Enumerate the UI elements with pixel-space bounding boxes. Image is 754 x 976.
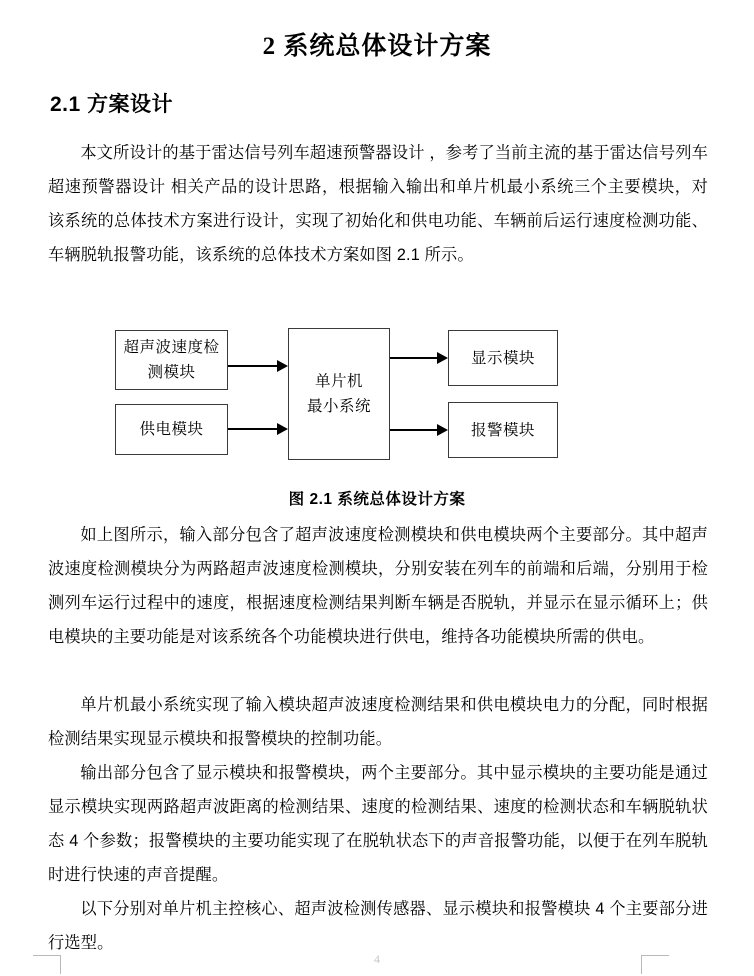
paragraph-output-description: 输出部分包含了显示模块和报警模块，两个主要部分。其中显示模块的主要功能是通过显示模块实现两路超声波距离的检测结果、速度的检测结果、速度的检测状态和车辆脱轨状态 4 个参数；报警模块的主要功能实现了在脱轨状态下的声音报警功能，以便于在列车脱轨时进行快速的声音提醒。 — [48, 764, 708, 884]
diagram-box-mcu-line2: 最小系统 — [306, 398, 371, 415]
figure-caption: 图 2.1 系统总体设计方案 — [288, 491, 466, 508]
arrow-head-icon — [437, 424, 448, 436]
diagram-box-display-module: 显示模块 — [448, 330, 558, 386]
arrow-mcu-to-alarm — [390, 424, 448, 436]
arrow-shaft — [228, 365, 278, 367]
arrow-shaft — [390, 357, 438, 359]
arrow-mcu-to-display — [390, 352, 448, 364]
paragraph-input-description: 如上图所示，输入部分包含了超声波速度检测模块和供电模块两个主要部分。其中超声波速度检测模块分为两路超声波速度检测模块，分别安装在列车的前端和后端，分别用于检测列车运行过程中的速度，根据速度检测结果判断车辆是否脱轨，并显示在显示循环上；供电模块的主要功能是对该系统各个功能模块进行供电，维持各功能模块所需的供电。 — [48, 526, 708, 646]
diagram-box-power-supply: 供电模块 — [115, 404, 228, 455]
page-title: 2 系统总体设计方案 — [262, 33, 492, 60]
diagram-box-alarm-module: 报警模块 — [448, 402, 558, 458]
arrow-shaft — [228, 428, 278, 430]
paragraph-mcu-description: 单片机最小系统实现了输入模块超声波速度检测结果和供电模块电力的分配，同时根据检测结果实现显示模块和报警模块的控制功能。 — [48, 696, 708, 748]
diagram-box-ultrasonic-speed-detection: 超声波速度检测模块 — [115, 330, 228, 390]
arrow-head-icon — [277, 360, 288, 372]
arrow-ultrasonic-to-mcu — [228, 360, 288, 372]
arrow-power-to-mcu — [228, 423, 288, 435]
page-number: 4 — [374, 952, 380, 966]
paragraph-intro: 本文所设计的基于雷达信号列车超速预警器设计 ，参考了当前主流的基于雷达信号列车超速预警器设计 相关产品的设计思路，根据输入输出和单片机最小系统三个主要模块，对该系统的总体技术方案进行设计，实现了初始化和供电功能、车辆前后运行速度检测功能、车辆脱轨报警功能，该系统的总体技术方案如图 2.1 所示。 — [48, 144, 708, 264]
section-heading-2-1: 2.1 方案设计 — [50, 93, 174, 116]
diagram-box-mcu-line1: 单片机 — [314, 373, 363, 390]
arrow-head-icon — [437, 352, 448, 364]
diagram-box-mcu-minimum-system — [288, 328, 390, 460]
arrow-head-icon — [277, 423, 288, 435]
arrow-shaft — [390, 429, 438, 431]
paragraph-closing: 以下分别对单片机主控核心、超声波检测传感器、显示模块和报警模块 4 个主要部分进行选型。 — [48, 900, 708, 952]
